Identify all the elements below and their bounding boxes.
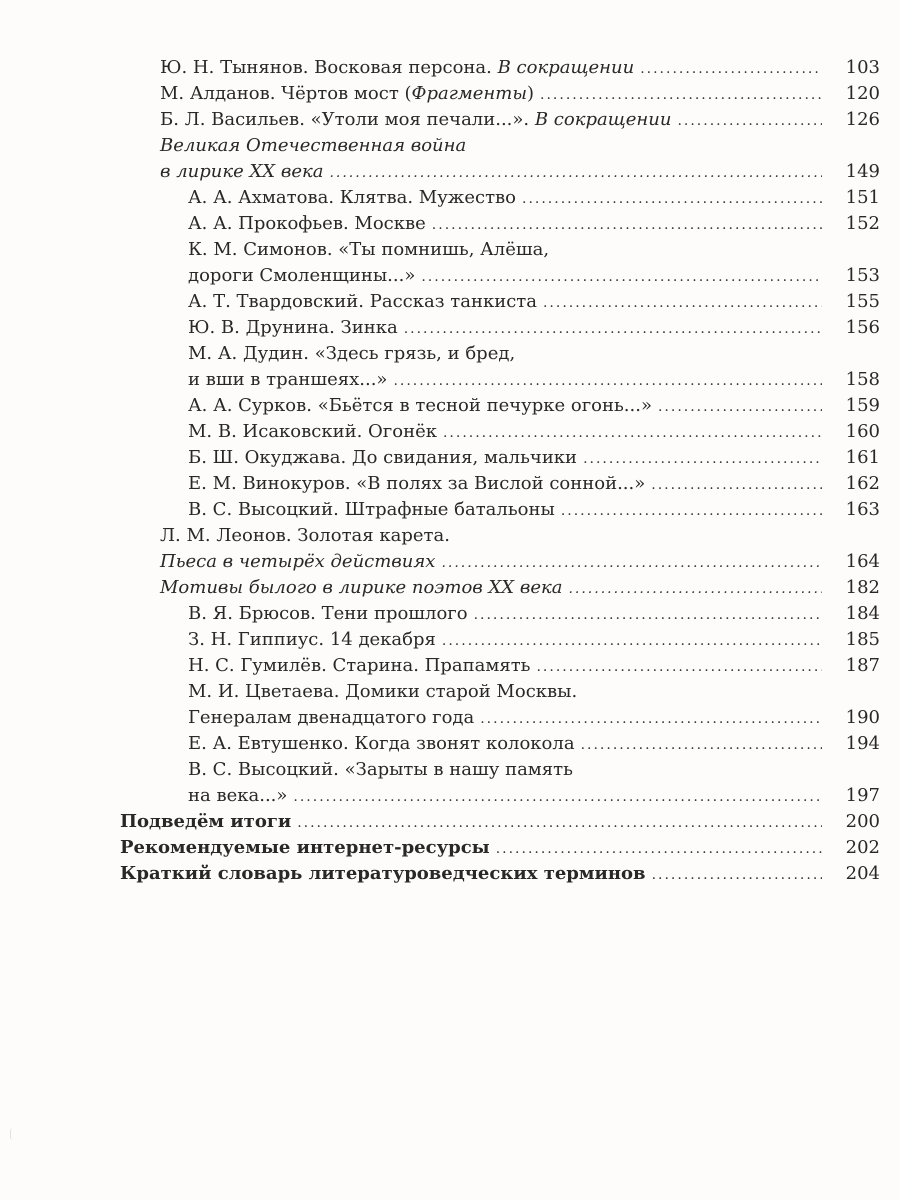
leader-dots — [561, 498, 822, 524]
toc-entry-gippius[interactable]: З. Н. Гиппиус. 14 декабря ..... 185 — [188, 627, 880, 653]
toc-entry-leonov-line1[interactable]: Л. М. Леонов. Золотая карета. — [160, 525, 450, 546]
leader-dots — [496, 836, 822, 862]
toc-entry-okudzhava[interactable]: Б. Ш. Окуджава. До свидания, мальчики ..... 161 — [188, 445, 880, 471]
page-number: 182 — [845, 577, 880, 598]
leader-dots — [293, 784, 822, 810]
page-number: 149 — [845, 161, 880, 182]
toc-entry-leonov[interactable]: Пьеса в четырёх действиях ..... 164 — [160, 549, 880, 575]
toc-entry-vysotsky-memory-line1[interactable]: В. С. Высоцкий. «Зарыты в нашу память — [188, 759, 573, 780]
page-number: 120 — [845, 83, 880, 104]
toc-section-war-lyrics-line1[interactable]: Великая Отечественная война — [160, 135, 467, 156]
leader-dots — [543, 290, 822, 316]
leader-dots — [640, 56, 822, 82]
leader-dots — [651, 472, 822, 498]
page-number: 151 — [845, 187, 880, 208]
page-number: 103 — [845, 57, 880, 78]
page-number: 160 — [845, 421, 880, 442]
page-number: 161 — [845, 447, 880, 468]
toc-entry-akhmatova[interactable]: А. А. Ахматова. Клятва. Мужество ..... 151 — [188, 185, 880, 211]
leader-dots — [652, 862, 822, 888]
toc-entry-drunina[interactable]: Ю. В. Друнина. Зинка ..... 156 — [188, 315, 880, 341]
toc-entry-glossary[interactable]: Краткий словарь литературоведческих терминов ..... 204 — [120, 861, 880, 887]
page-number: 153 — [845, 265, 880, 286]
page-number: 204 — [845, 863, 880, 884]
toc-entry-vasiliev[interactable]: Б. Л. Васильев. «Утоли моя печали...». В сокращении ..... 126 — [160, 107, 880, 133]
page-number: 155 — [845, 291, 880, 312]
page-number: 194 — [845, 733, 880, 754]
toc-entry-vysotsky-memory[interactable]: на века...» ..... 197 — [188, 783, 880, 809]
toc-entry-aldanov[interactable]: М. Алданов. Чёртов мост (Фрагменты) ..... 120 — [160, 81, 880, 107]
toc-entry-bryusov[interactable]: В. Я. Брюсов. Тени прошлого ..... 184 — [188, 601, 880, 627]
leader-dots — [540, 82, 822, 108]
leader-dots — [297, 810, 822, 836]
leader-dots — [480, 706, 822, 732]
toc-entry-isakovsky[interactable]: М. В. Исаковский. Огонёк ..... 160 — [188, 419, 880, 445]
toc-entry-internet-resources[interactable]: Рекомендуемые интернет-ресурсы ..... 202 — [120, 835, 880, 861]
toc-entry-simonov-line1[interactable]: К. М. Симонов. «Ты помнишь, Алёша, — [188, 239, 550, 260]
leader-dots — [581, 732, 822, 758]
leader-dots — [441, 550, 822, 576]
toc-entry-prokofiev[interactable]: А. А. Прокофьев. Москве ..... 152 — [188, 211, 880, 237]
leader-dots — [522, 186, 822, 212]
toc-entry-tsvetaeva-line1[interactable]: М. И. Цветаева. Домики старой Москвы. — [188, 681, 578, 702]
toc-section-war-lyrics[interactable]: в лирике XX века ..... 149 — [160, 159, 880, 185]
toc-entry-gumilev[interactable]: Н. С. Гумилёв. Старина. Прапамять ..... 187 — [188, 653, 880, 679]
page-number: 190 — [845, 707, 880, 728]
leader-dots — [421, 264, 822, 290]
page-number: 158 — [845, 369, 880, 390]
leader-dots — [536, 654, 822, 680]
toc-entry-dudin[interactable]: и вши в траншеях...» ..... 158 — [188, 367, 880, 393]
toc-entry-tsvetaeva[interactable]: Генералам двенадцатого года ..... 190 — [188, 705, 880, 731]
leader-dots — [442, 628, 822, 654]
leader-dots — [404, 316, 822, 342]
toc-entry-simonov[interactable]: дороги Смоленщины...» ..... 153 — [188, 263, 880, 289]
toc-entry-vysotsky-battalions[interactable]: В. С. Высоцкий. Штрафные батальоны ..... 163 — [188, 497, 880, 523]
page-number: 159 — [845, 395, 880, 416]
page-number: 164 — [845, 551, 880, 572]
leader-dots — [474, 602, 822, 628]
page-number: 185 — [845, 629, 880, 650]
page-number: 197 — [845, 785, 880, 806]
page-number: 184 — [845, 603, 880, 624]
toc-entry-vinokurov[interactable]: Е. М. Винокуров. «В полях за Вислой сонной...» ..... 162 — [188, 471, 880, 497]
toc-entry-evtushenko[interactable]: Е. А. Евтушенко. Когда звонят колокола ..... 194 — [188, 731, 880, 757]
toc-entry-tynyanov[interactable]: Ю. Н. Тынянов. Восковая персона. В сокращении ..... 103 — [160, 55, 880, 81]
page-number: 126 — [845, 109, 880, 130]
page-number: 200 — [845, 811, 880, 832]
leader-dots — [443, 420, 822, 446]
page-number: 187 — [845, 655, 880, 676]
toc-entry-summary[interactable]: Подведём итоги ..... 200 — [120, 809, 880, 835]
leader-dots — [583, 446, 822, 472]
page-number: 202 — [845, 837, 880, 858]
toc-entry-dudin-line1[interactable]: М. А. Дудин. «Здесь грязь, и бред, — [188, 343, 516, 364]
page-number: 162 — [845, 473, 880, 494]
leader-dots — [393, 368, 822, 394]
leader-dots — [677, 108, 822, 134]
scan-artifact — [10, 1128, 17, 1140]
leader-dots — [568, 576, 822, 602]
toc-entry-tvardovsky[interactable]: А. Т. Твардовский. Рассказ танкиста ..... 155 — [188, 289, 880, 315]
toc-entry-surkov[interactable]: А. А. Сурков. «Бьётся в тесной печурке огонь...» ..... 159 — [188, 393, 880, 419]
leader-dots — [329, 160, 822, 186]
page-number: 152 — [845, 213, 880, 234]
toc-section-past-motifs[interactable]: Мотивы былого в лирике поэтов XX века ..... 182 — [160, 575, 880, 601]
page-number: 156 — [845, 317, 880, 338]
leader-dots — [432, 212, 822, 238]
page-number: 163 — [845, 499, 880, 520]
leader-dots — [658, 394, 822, 420]
